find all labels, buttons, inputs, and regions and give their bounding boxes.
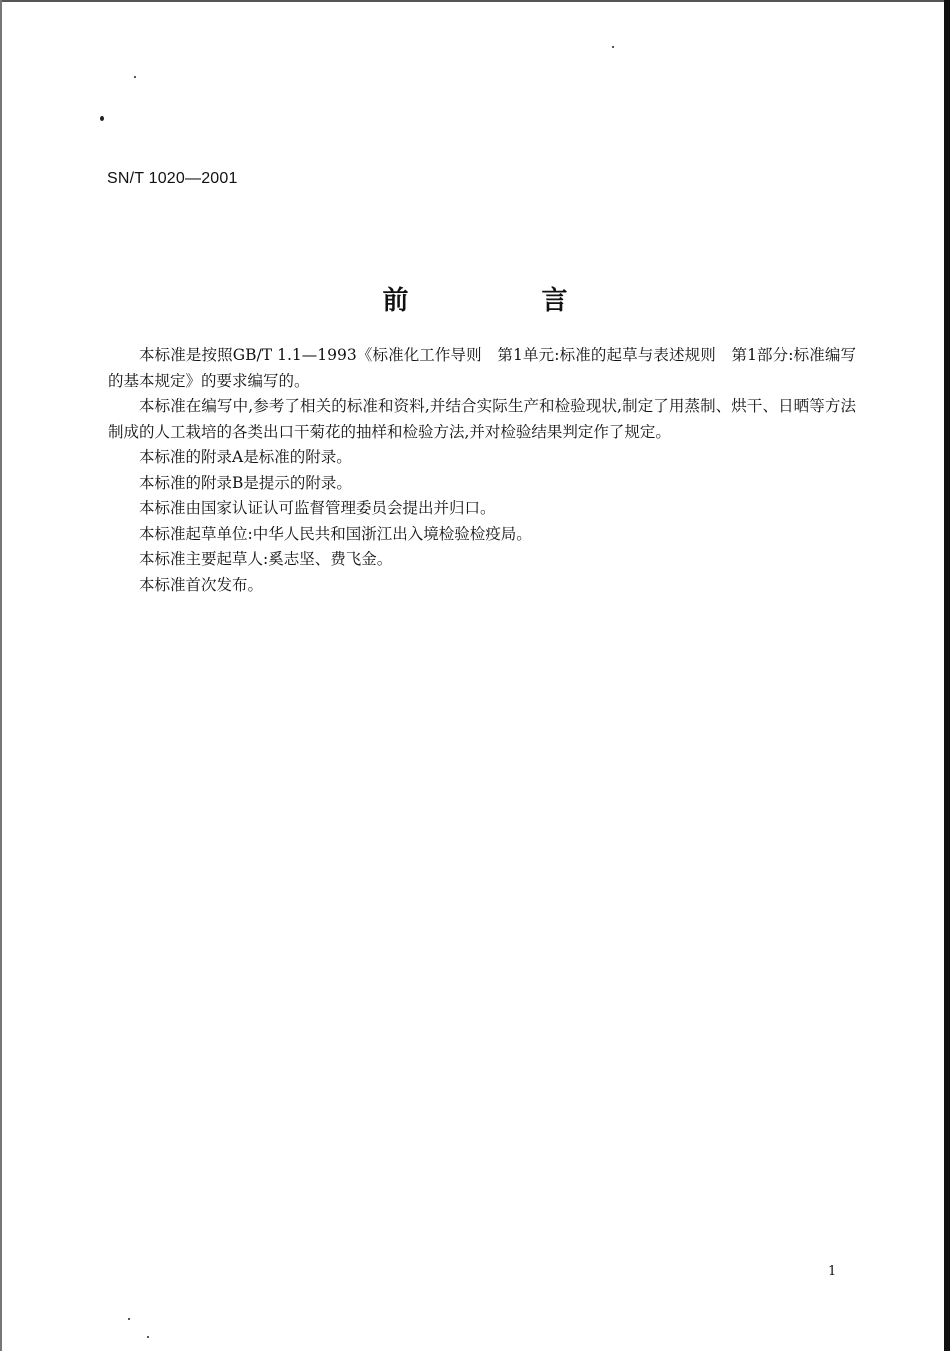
paragraph-annex-a: 本标准的附录A是标准的附录。 bbox=[139, 448, 352, 466]
foreword-body bbox=[108, 343, 856, 598]
scan-speck bbox=[100, 116, 104, 121]
scan-edge-top bbox=[0, 0, 950, 2]
standard-code: SN/T 1020—2001 bbox=[107, 170, 238, 187]
page-number: 1 bbox=[828, 1264, 837, 1279]
scan-speck bbox=[147, 1336, 149, 1338]
paragraph-scope: 本标准在编写中,参考了相关的标准和资料,并结合实际生产和检验现状,制定了用蒸制、烘干、日晒等方法制成的人工栽培的各类出口干菊花的抽样和检验方法,并对检验结果判定作了规定。 bbox=[108, 397, 856, 441]
scan-edge-right bbox=[944, 0, 950, 1351]
scan-edge-left bbox=[0, 0, 2, 1351]
scan-speck bbox=[612, 46, 614, 48]
paragraph-drafting-basis: 本标准是按照GB/T 1.1—1993《标准化工作导则 第1单元:标准的起草与表述规则 第1部分:标准编写的基本规定》的要求编写的。 bbox=[108, 346, 856, 390]
scan-speck bbox=[128, 1318, 130, 1320]
paragraph-drafters: 本标准主要起草人:奚志坚、费飞金。 bbox=[139, 550, 393, 568]
page-title: 前 言 bbox=[382, 286, 630, 316]
scan-speck bbox=[134, 76, 136, 78]
paragraph-proposer: 本标准由国家认证认可监督管理委员会提出并归口。 bbox=[139, 499, 496, 517]
paragraph-first-release: 本标准首次发布。 bbox=[139, 575, 264, 594]
paragraph-annex-b: 本标准的附录B是提示的附录。 bbox=[139, 473, 352, 492]
paragraph-drafting-unit: 本标准起草单位:中华人民共和国浙江出入境检验检疫局。 bbox=[139, 524, 532, 543]
